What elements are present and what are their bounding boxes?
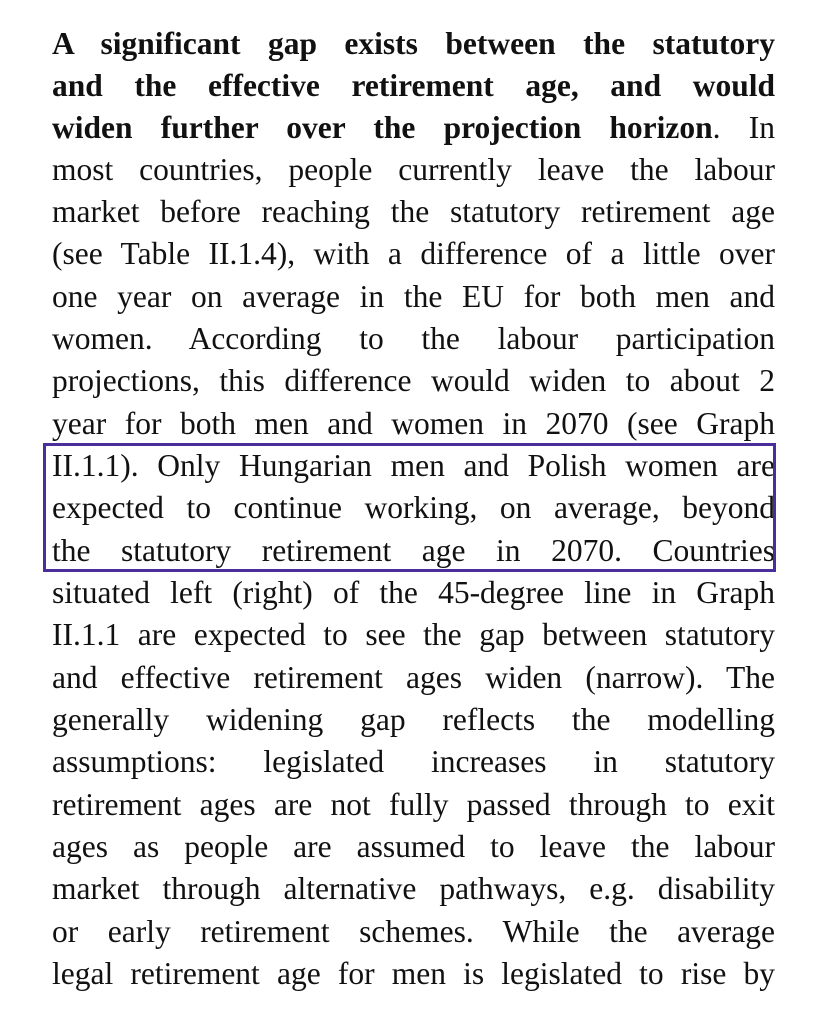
text-line [52, 487, 775, 529]
text-line [52, 953, 775, 995]
text-line [52, 784, 775, 826]
text-line [52, 826, 775, 868]
line-text: . In [712, 110, 775, 145]
text-line [52, 868, 775, 910]
text-line [52, 149, 775, 191]
line-text: most countries, people currently leave the labour [52, 152, 775, 187]
line-text: projections, this difference would widen to about 2 [52, 363, 775, 398]
text-line [52, 23, 775, 65]
text-line [52, 530, 775, 572]
line-text: legal retirement age for men is legislated to rise by [52, 956, 775, 991]
text-line [52, 614, 775, 656]
text-line [52, 445, 775, 487]
line-text: II.1.1). Only Hungarian men and Polish women are [52, 448, 775, 483]
line-text: assumptions: legislated increases in statutory [52, 744, 775, 779]
text-line [52, 572, 775, 614]
line-text: generally widening gap reflects the modelling [52, 702, 775, 737]
line-text: (see Table II.1.4), with a difference of a little over [52, 236, 775, 271]
line-text: the statutory retirement age in 2070. Countries [52, 533, 775, 568]
text-line [52, 403, 775, 445]
bold-lead-text: and the effective retirement age, and would [52, 68, 775, 103]
line-text: and effective retirement ages widen (narrow). The [52, 660, 775, 695]
text-line [52, 911, 775, 953]
text-line [52, 233, 775, 275]
text-line [52, 360, 775, 402]
line-text: one year on average in the EU for both men and [52, 279, 775, 314]
text-line [52, 191, 775, 233]
line-text: expected to continue working, on average, beyond [52, 490, 775, 525]
line-text: market before reaching the statutory retirement age [52, 194, 775, 229]
text-line [52, 741, 775, 783]
line-text: market through alternative pathways, e.g. disability [52, 871, 775, 906]
bold-lead-text: widen further over the projection horizon [52, 110, 713, 145]
line-text: year for both men and women in 2070 (see Graph [52, 406, 775, 441]
text-line [52, 107, 775, 149]
line-text: ages as people are assumed to leave the labour [52, 829, 775, 864]
line-text: or early retirement schemes. While the average [52, 914, 775, 949]
line-text: retirement ages are not fully passed through to exit [52, 787, 775, 822]
bold-lead-text: A significant gap exists between the statutory [52, 26, 775, 61]
text-line [52, 276, 775, 318]
line-text: women. According to the labour participation [52, 321, 775, 356]
text-line [52, 65, 775, 107]
text-line [52, 318, 775, 360]
text-line [52, 657, 775, 699]
line-text: II.1.1 are expected to see the gap between statutory [52, 617, 775, 652]
line-text: situated left (right) of the 45-degree line in Graph [52, 575, 775, 610]
text-line [52, 699, 775, 741]
